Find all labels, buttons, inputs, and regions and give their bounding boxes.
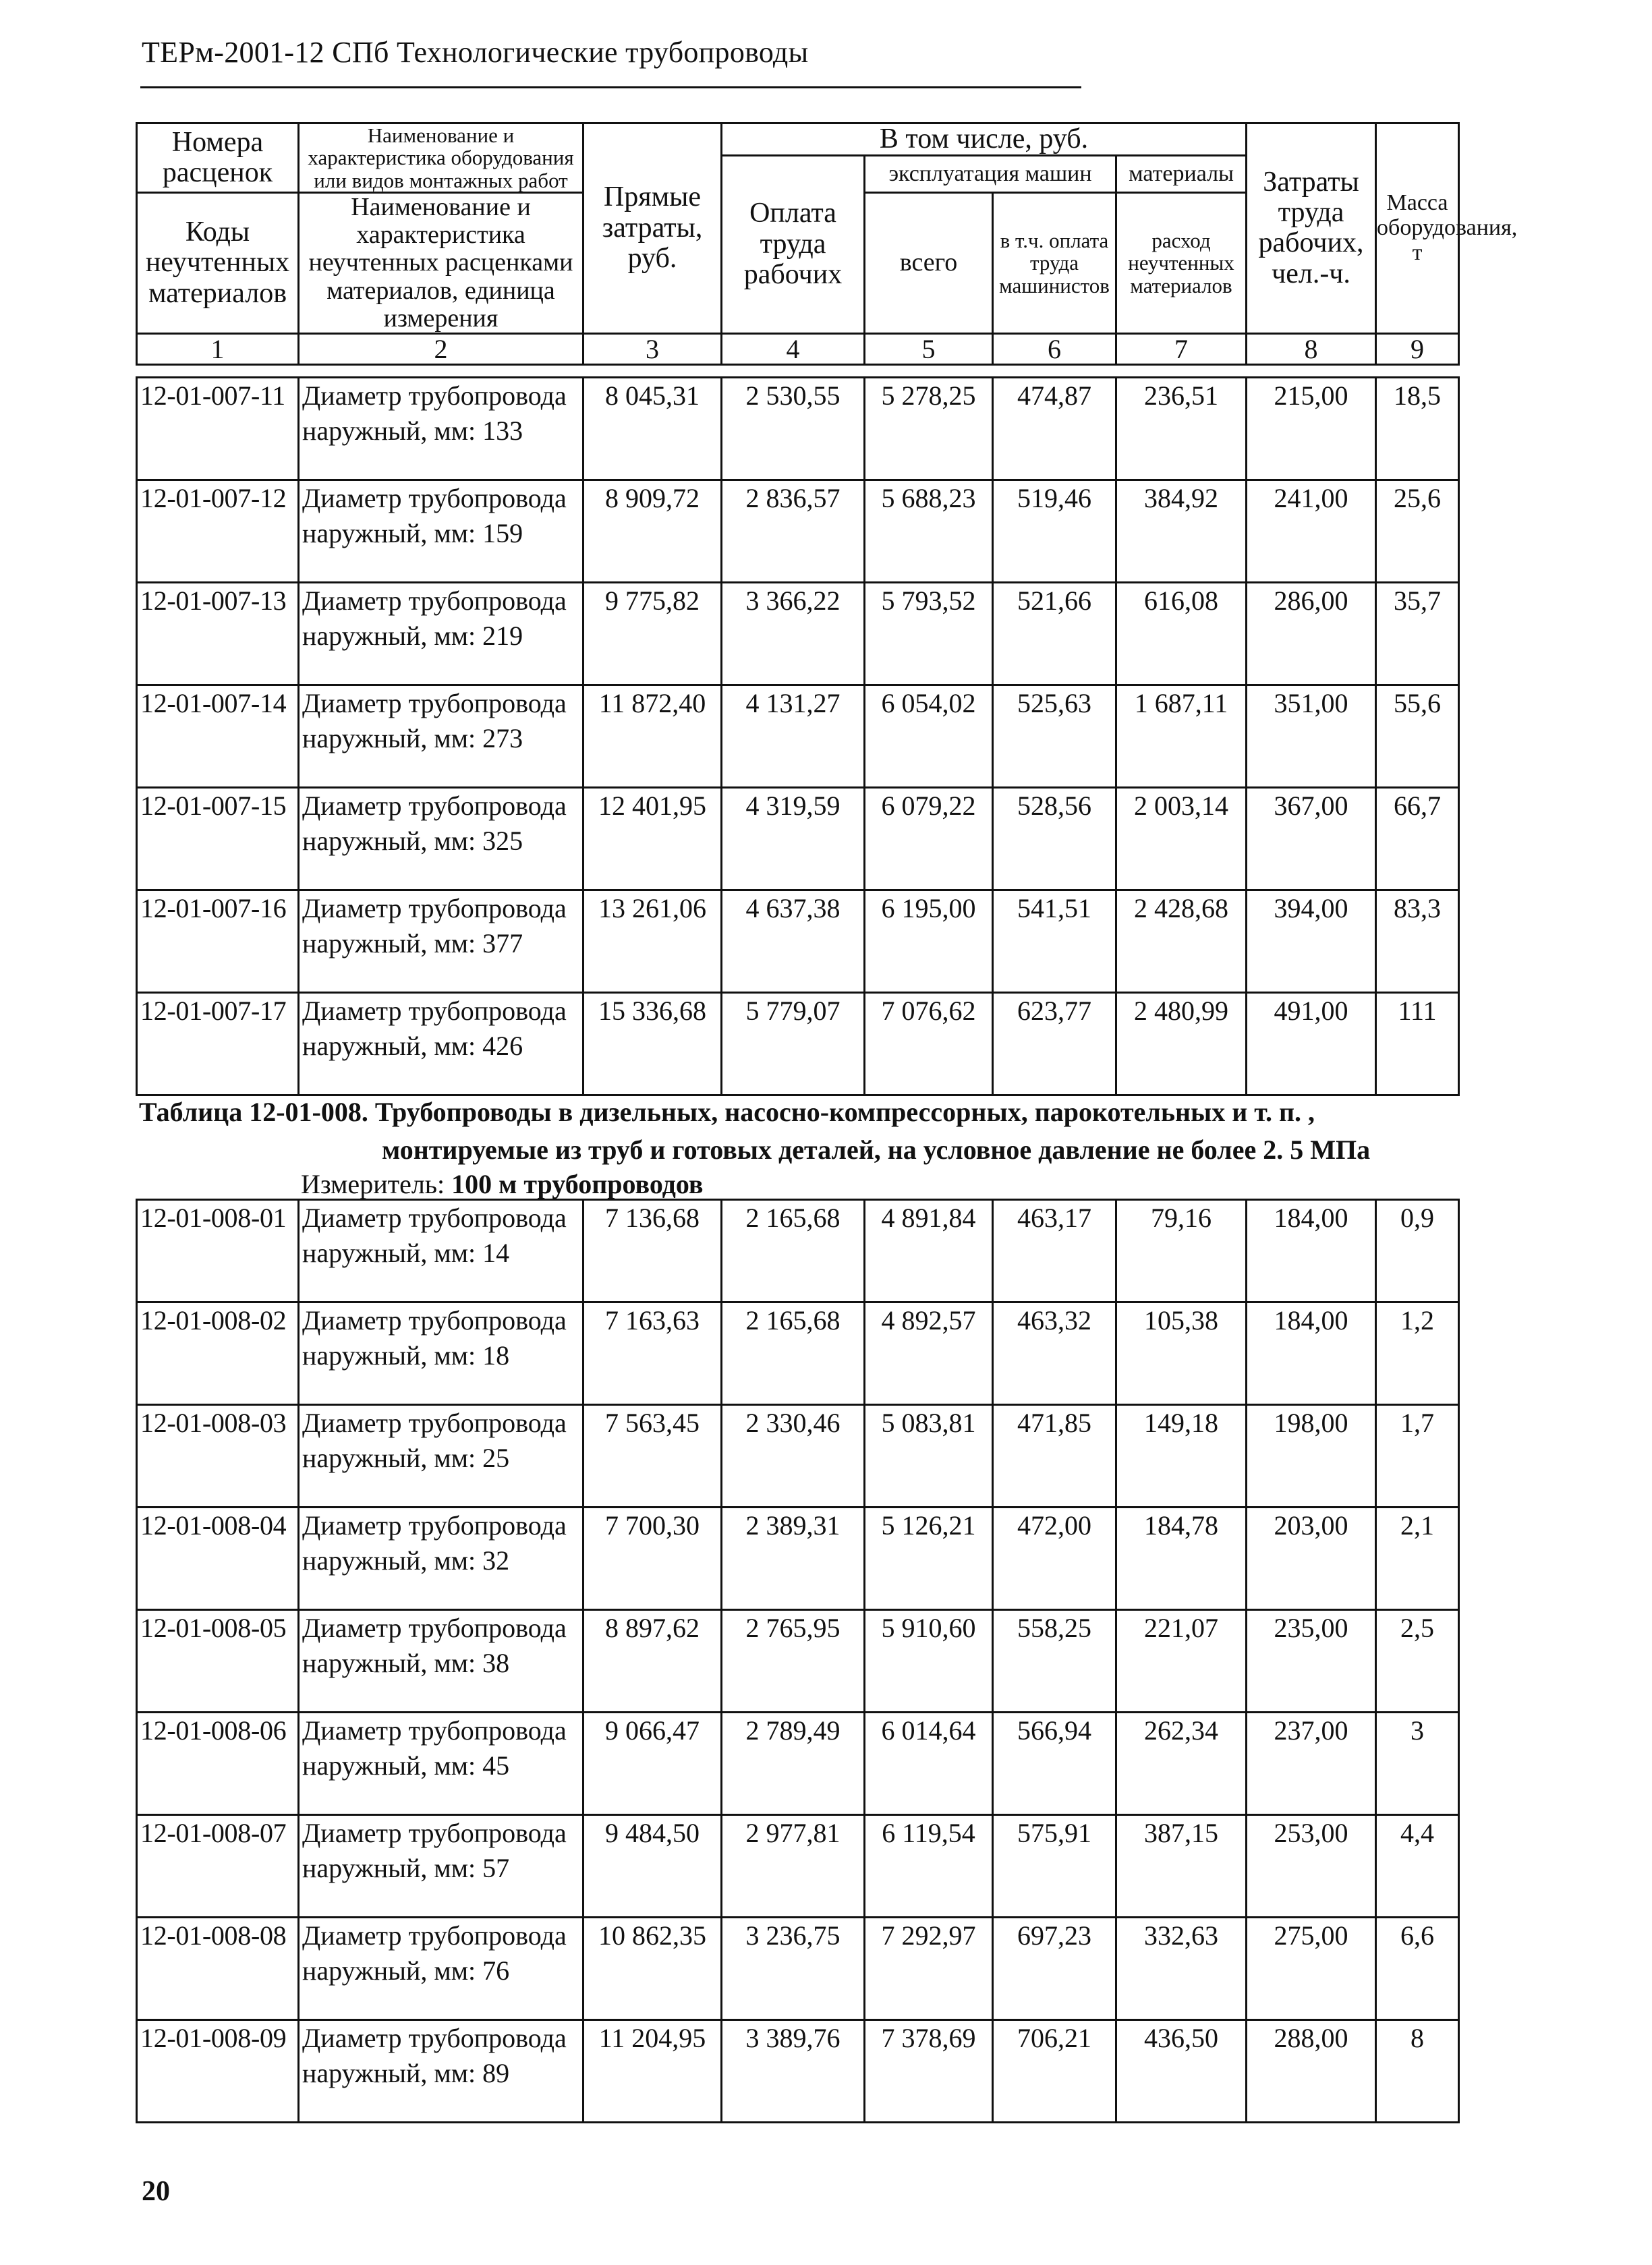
labor-hours-cell: 237,00	[1247, 1713, 1376, 1815]
col2-bottom-label: Наименование и характеристика неучтенных расценками материалов, единица измерения	[299, 193, 583, 333]
machinist-pay-cell: 541,51	[993, 890, 1116, 993]
machines-total-cell: 7 076,62	[865, 993, 993, 1095]
measure-line	[301, 1168, 704, 1200]
labor-pay-cell: 3 366,22	[722, 583, 865, 685]
col-number: 3	[583, 333, 722, 364]
rate-name-diameter: наружный, мм: 32	[302, 1545, 510, 1576]
rate-name-cell	[299, 1918, 583, 2020]
direct-costs-cell: 13 261,06	[583, 890, 722, 993]
labor-pay-cell: 2 789,49	[722, 1713, 865, 1815]
col2-top-label: Наименование и характеристика оборудования или видов монтажных работ	[299, 123, 583, 193]
labor-hours-cell: 198,00	[1247, 1405, 1376, 1508]
direct-costs-cell: 11 204,95	[583, 2020, 722, 2123]
labor-pay-cell: 2 530,55	[722, 378, 865, 480]
table-008-caption: Таблица 12-01-008. Трубопроводы в дизельных, насосно-компрессорных, парокотельных и т. п. ,	[139, 1097, 1315, 1127]
materials-cost-cell: 149,18	[1116, 1405, 1247, 1508]
machines-total-cell: 6 054,02	[865, 685, 993, 788]
materials-cost-cell: 436,50	[1116, 2020, 1247, 2123]
rate-name-cell	[299, 480, 583, 583]
rate-name-cell	[299, 1508, 583, 1610]
labor-pay-cell: 2 836,57	[722, 480, 865, 583]
materials-cost-cell: 2 480,99	[1116, 993, 1247, 1095]
rate-code-cell: 12-01-008-04	[137, 1508, 299, 1610]
materials-header: материалы	[1116, 156, 1247, 193]
equipment-mass-cell: 4,4	[1376, 1815, 1459, 1918]
labor-hours-cell: 215,00	[1247, 378, 1376, 480]
rate-code-cell: 12-01-008-03	[137, 1405, 299, 1508]
group-header: В том числе, руб.	[722, 123, 1247, 156]
direct-costs-cell: 7 563,45	[583, 1405, 722, 1508]
labor-hours-cell: 241,00	[1247, 480, 1376, 583]
machines-total-cell: 6 195,00	[865, 890, 993, 993]
labor-pay-cell: 4 637,38	[722, 890, 865, 993]
rate-name-cell	[299, 1815, 583, 1918]
col-number: 4	[722, 333, 865, 364]
rate-name-cell	[299, 1610, 583, 1713]
table-row	[137, 1610, 1459, 1713]
labor-hours-cell: 184,00	[1247, 1302, 1376, 1405]
machinist-pay-cell: 519,46	[993, 480, 1116, 583]
machines-total-cell: 4 891,84	[865, 1200, 993, 1302]
machinist-pay-cell: 463,17	[993, 1200, 1116, 1302]
machines-total-cell: 4 892,57	[865, 1302, 993, 1405]
col4-label: Оплата труда рабочих	[722, 156, 865, 333]
rate-name-cell	[299, 993, 583, 1095]
table-row	[137, 1815, 1459, 1918]
rate-code-cell: 12-01-007-16	[137, 890, 299, 993]
col-number: 2	[299, 333, 583, 364]
equipment-mass-cell: 55,6	[1376, 685, 1459, 788]
machinist-pay-cell: 474,87	[993, 378, 1116, 480]
machines-total-cell: 5 910,60	[865, 1610, 993, 1713]
running-header: ТЕРм-2001-12 СПб Технологические трубопроводы	[142, 36, 809, 69]
materials-cost-cell: 2 003,14	[1116, 788, 1247, 890]
labor-hours-cell: 275,00	[1247, 1918, 1376, 2020]
materials-cost-cell: 105,38	[1116, 1302, 1247, 1405]
machinist-pay-cell: 623,77	[993, 993, 1116, 1095]
table-row	[137, 1405, 1459, 1508]
rates-table-008	[136, 1199, 1460, 2123]
measure-value: 100 м трубопроводов	[451, 1169, 704, 1199]
table-row	[137, 583, 1459, 685]
col-number: 9	[1376, 333, 1459, 364]
rate-name-cell	[299, 1405, 583, 1508]
rate-name-diameter: наружный, мм: 14	[302, 1238, 510, 1268]
rate-name-diameter: наружный, мм: 45	[302, 1750, 510, 1781]
table-row	[137, 890, 1459, 993]
machinist-pay-cell: 525,63	[993, 685, 1116, 788]
rate-name-cell	[299, 1302, 583, 1405]
rate-name-diameter: наружный, мм: 426	[302, 1031, 523, 1061]
materials-cost-cell: 221,07	[1116, 1610, 1247, 1713]
rate-name-line: Диаметр трубопровода	[302, 1510, 567, 1541]
rate-code-cell: 12-01-007-11	[137, 378, 299, 480]
rate-name-line: Диаметр трубопровода	[302, 2023, 567, 2053]
rate-code-cell: 12-01-007-15	[137, 788, 299, 890]
machines-total-cell: 5 688,23	[865, 480, 993, 583]
col6-label: в т.ч. оплата труда машинистов	[993, 193, 1116, 333]
rate-name-cell	[299, 378, 583, 480]
machinist-pay-cell: 528,56	[993, 788, 1116, 890]
rate-name-diameter: наружный, мм: 76	[302, 1955, 510, 1986]
rate-name-line: Диаметр трубопровода	[302, 1408, 567, 1438]
rate-name-line: Диаметр трубопровода	[302, 791, 567, 821]
table-row	[137, 480, 1459, 583]
labor-pay-cell: 4 131,27	[722, 685, 865, 788]
direct-costs-cell: 7 163,63	[583, 1302, 722, 1405]
labor-hours-cell: 288,00	[1247, 2020, 1376, 2123]
rate-name-diameter: наружный, мм: 25	[302, 1443, 510, 1473]
labor-pay-cell: 2 389,31	[722, 1508, 865, 1610]
rate-name-cell	[299, 583, 583, 685]
machines-total-cell: 5 793,52	[865, 583, 993, 685]
col-number: 5	[865, 333, 993, 364]
equipment-mass-cell: 2,5	[1376, 1610, 1459, 1713]
direct-costs-cell: 8 045,31	[583, 378, 722, 480]
col1-top-label: Номера расценок	[137, 123, 299, 193]
rate-name-line: Диаметр трубопровода	[302, 893, 567, 923]
machinist-pay-cell: 706,21	[993, 2020, 1116, 2123]
col-number: 6	[993, 333, 1116, 364]
rate-name-line: Диаметр трубопровода	[302, 483, 567, 513]
machines-total-cell: 5 083,81	[865, 1405, 993, 1508]
rate-name-diameter: наружный, мм: 377	[302, 928, 523, 958]
machines-total-cell: 5 126,21	[865, 1508, 993, 1610]
rate-name-cell	[299, 1713, 583, 1815]
rates-table-007	[136, 376, 1460, 1096]
rate-code-cell: 12-01-007-13	[137, 583, 299, 685]
rate-name-cell	[299, 788, 583, 890]
direct-costs-cell: 9 775,82	[583, 583, 722, 685]
rate-code-cell: 12-01-008-09	[137, 2020, 299, 2123]
labor-pay-cell: 4 319,59	[722, 788, 865, 890]
machinist-pay-cell: 558,25	[993, 1610, 1116, 1713]
direct-costs-cell: 7 136,68	[583, 1200, 722, 1302]
table-row	[137, 685, 1459, 788]
col-number: 1	[137, 333, 299, 364]
machinist-pay-cell: 697,23	[993, 1918, 1116, 2020]
equipment-mass-cell: 83,3	[1376, 890, 1459, 993]
rate-name-diameter: наружный, мм: 57	[302, 1853, 510, 1883]
machines-total-cell: 6 014,64	[865, 1713, 993, 1815]
materials-cost-cell: 236,51	[1116, 378, 1247, 480]
rate-name-diameter: наружный, мм: 219	[302, 621, 523, 651]
rate-code-cell: 12-01-008-08	[137, 1918, 299, 2020]
machines-total-cell: 6 079,22	[865, 788, 993, 890]
rate-code-cell: 12-01-008-06	[137, 1713, 299, 1815]
rate-name-diameter: наружный, мм: 89	[302, 2058, 510, 2088]
labor-pay-cell: 2 765,95	[722, 1610, 865, 1713]
machinist-pay-cell: 566,94	[993, 1713, 1116, 1815]
labor-hours-cell: 235,00	[1247, 1610, 1376, 1713]
equipment-mass-cell: 3	[1376, 1713, 1459, 1815]
rate-name-line: Диаметр трубопровода	[302, 1613, 567, 1643]
labor-pay-cell: 2 165,68	[722, 1302, 865, 1405]
labor-pay-cell: 2 165,68	[722, 1200, 865, 1302]
machinist-pay-cell: 472,00	[993, 1508, 1116, 1610]
rate-name-diameter: наружный, мм: 325	[302, 826, 523, 856]
rate-name-diameter: наружный, мм: 273	[302, 723, 523, 753]
col5-label: всего	[865, 193, 993, 333]
direct-costs-cell: 15 336,68	[583, 993, 722, 1095]
machinist-pay-cell: 471,85	[993, 1405, 1116, 1508]
rate-code-cell: 12-01-007-12	[137, 480, 299, 583]
rate-name-cell	[299, 1200, 583, 1302]
materials-cost-cell: 2 428,68	[1116, 890, 1247, 993]
materials-cost-cell: 184,78	[1116, 1508, 1247, 1610]
col1-bottom-label: Коды неучтенных материалов	[137, 193, 299, 333]
labor-hours-cell: 286,00	[1247, 583, 1376, 685]
labor-hours-cell: 394,00	[1247, 890, 1376, 993]
rate-name-line: Диаметр трубопровода	[302, 1818, 567, 1848]
table-row	[137, 1918, 1459, 2020]
direct-costs-cell: 8 897,62	[583, 1610, 722, 1713]
machinist-pay-cell: 463,32	[993, 1302, 1116, 1405]
header-rule	[140, 86, 1081, 88]
materials-cost-cell: 616,08	[1116, 583, 1247, 685]
rate-name-line: Диаметр трубопровода	[302, 380, 567, 411]
direct-costs-cell: 8 909,72	[583, 480, 722, 583]
table-row	[137, 1508, 1459, 1610]
table-row	[137, 1713, 1459, 1815]
materials-cost-cell: 262,34	[1116, 1713, 1247, 1815]
rate-name-line: Диаметр трубопровода	[302, 585, 567, 616]
labor-pay-cell: 3 389,76	[722, 2020, 865, 2123]
labor-pay-cell: 3 236,75	[722, 1918, 865, 2020]
labor-hours-cell: 367,00	[1247, 788, 1376, 890]
equipment-mass-cell: 111	[1376, 993, 1459, 1095]
rate-name-cell	[299, 890, 583, 993]
table-row	[137, 1200, 1459, 1302]
table-row	[137, 2020, 1459, 2123]
labor-hours-cell: 491,00	[1247, 993, 1376, 1095]
rate-code-cell: 12-01-007-14	[137, 685, 299, 788]
col9-label: Масса оборудования, т	[1376, 123, 1459, 334]
labor-hours-cell: 351,00	[1247, 685, 1376, 788]
equipment-mass-cell: 66,7	[1376, 788, 1459, 890]
rate-name-diameter: наружный, мм: 38	[302, 1648, 510, 1678]
table-row	[137, 378, 1459, 480]
machinist-pay-cell: 575,91	[993, 1815, 1116, 1918]
direct-costs-cell: 10 862,35	[583, 1918, 722, 2020]
labor-hours-cell: 253,00	[1247, 1815, 1376, 1918]
labor-pay-cell: 2 330,46	[722, 1405, 865, 1508]
table-row	[137, 788, 1459, 890]
direct-costs-cell: 11 872,40	[583, 685, 722, 788]
equipment-mass-cell: 1,2	[1376, 1302, 1459, 1405]
rate-code-cell: 12-01-008-07	[137, 1815, 299, 1918]
machinist-pay-cell: 521,66	[993, 583, 1116, 685]
col-number: 8	[1247, 333, 1376, 364]
equipment-mass-cell: 2,1	[1376, 1508, 1459, 1610]
table-008-caption-continued: монтируемые из труб и готовых деталей, на условное давление не более 2. 5 МПа	[382, 1135, 1371, 1165]
rate-name-line: Диаметр трубопровода	[302, 1305, 567, 1336]
rate-name-diameter: наружный, мм: 133	[302, 415, 523, 446]
equipment-mass-cell: 18,5	[1376, 378, 1459, 480]
rate-code-cell: 12-01-008-02	[137, 1302, 299, 1405]
direct-costs-cell: 9 066,47	[583, 1713, 722, 1815]
rate-name-cell	[299, 685, 583, 788]
equipment-mass-cell: 6,6	[1376, 1918, 1459, 2020]
materials-cost-cell: 1 687,11	[1116, 685, 1247, 788]
measure-label: Измеритель:	[301, 1169, 445, 1199]
rate-name-line: Диаметр трубопровода	[302, 688, 567, 718]
col8-label: Затраты труда рабочих, чел.-ч.	[1247, 123, 1376, 334]
machines-total-cell: 5 278,25	[865, 378, 993, 480]
column-header-table	[136, 122, 1518, 366]
machines-header: эксплуатация машин	[865, 156, 1116, 193]
equipment-mass-cell: 0,9	[1376, 1200, 1459, 1302]
direct-costs-cell: 12 401,95	[583, 788, 722, 890]
labor-hours-cell: 184,00	[1247, 1200, 1376, 1302]
equipment-mass-cell: 1,7	[1376, 1405, 1459, 1508]
rate-name-diameter: наружный, мм: 18	[302, 1340, 510, 1371]
machines-total-cell: 7 292,97	[865, 1918, 993, 2020]
table-row	[137, 993, 1459, 1095]
rate-name-line: Диаметр трубопровода	[302, 1920, 567, 1951]
rate-name-cell	[299, 2020, 583, 2123]
materials-cost-cell: 332,63	[1116, 1918, 1247, 2020]
equipment-mass-cell: 8	[1376, 2020, 1459, 2123]
rate-name-line: Диаметр трубопровода	[302, 996, 567, 1026]
labor-pay-cell: 2 977,81	[722, 1815, 865, 1918]
machines-total-cell: 7 378,69	[865, 2020, 993, 2123]
labor-pay-cell: 5 779,07	[722, 993, 865, 1095]
rate-code-cell: 12-01-008-01	[137, 1200, 299, 1302]
labor-hours-cell: 203,00	[1247, 1508, 1376, 1610]
col7-label: расход неучтенных материалов	[1116, 193, 1247, 333]
rate-name-line: Диаметр трубопровода	[302, 1203, 567, 1233]
equipment-mass-cell: 35,7	[1376, 583, 1459, 685]
direct-costs-cell: 9 484,50	[583, 1815, 722, 1918]
table-row	[137, 1302, 1459, 1405]
col3-label: Прямые затраты, руб.	[583, 123, 722, 334]
rate-code-cell: 12-01-007-17	[137, 993, 299, 1095]
direct-costs-cell: 7 700,30	[583, 1508, 722, 1610]
col-number: 7	[1116, 333, 1247, 364]
rate-name-diameter: наружный, мм: 159	[302, 518, 523, 548]
page-number: 20	[142, 2176, 170, 2207]
rate-name-line: Диаметр трубопровода	[302, 1715, 567, 1746]
materials-cost-cell: 387,15	[1116, 1815, 1247, 1918]
materials-cost-cell: 384,92	[1116, 480, 1247, 583]
materials-cost-cell: 79,16	[1116, 1200, 1247, 1302]
machines-total-cell: 6 119,54	[865, 1815, 993, 1918]
rate-code-cell: 12-01-008-05	[137, 1610, 299, 1713]
equipment-mass-cell: 25,6	[1376, 480, 1459, 583]
